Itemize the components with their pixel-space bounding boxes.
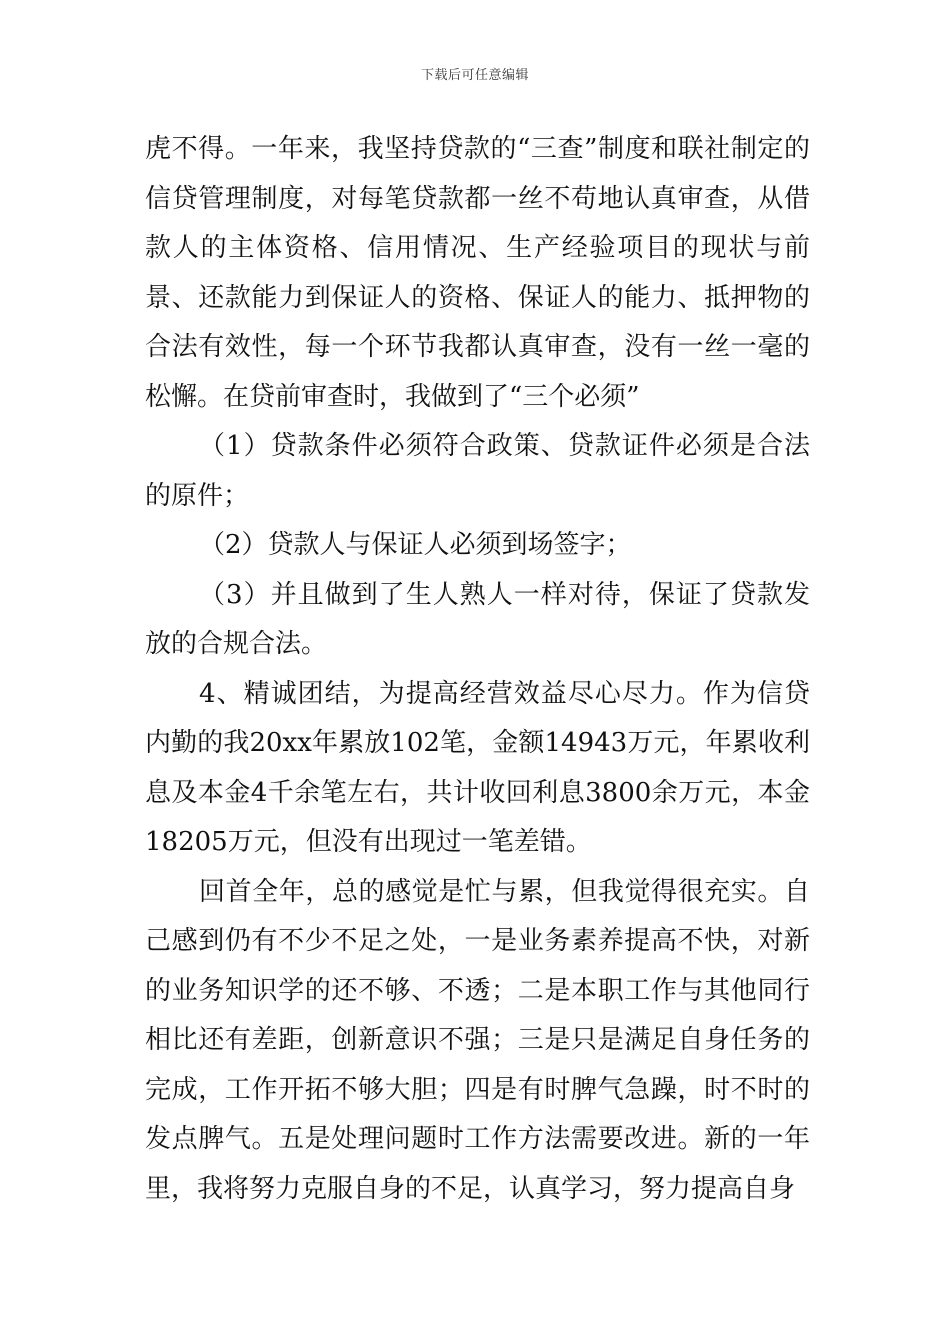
paragraph-year-review: 回首全年，总的感觉是忙与累，但我觉得很充实。自己感到仍有不少不足之处，一是业务素养提高不快，对新的业务知识学的还不够、不透；二是本职工作与其他同行相比还有差距，创新意识不强；三是只是满足自身任务的完成，工作开拓不够大胆；四是有时脾气急躁，时不时的发点脾气。五是处理问题时工作方法需要改进。新的一年里，我将努力克服自身的不足，认真学习，努力提高自身 <box>145 876 810 1204</box>
page-header-note: 下载后可任意编辑 <box>420 68 529 83</box>
document-body <box>145 125 810 1214</box>
paragraph-requirement-3: （3）并且做到了生人熟人一样对待，保证了贷款发放的合规合法。 <box>145 579 810 659</box>
paragraph-unity-efficiency: 4、精诚团结，为提高经营效益尽心尽力。作为信贷内勤的我20xx年累放102笔，金额14943万元，年累收利息及本金4千余笔左右，共计收回利息3800余万元，本金18205万元，但没有出现过一笔差错。 <box>145 678 810 857</box>
paragraph-requirement-1: （1）贷款条件必须符合政策、贷款证件必须是合法的原件； <box>145 431 810 511</box>
paragraph-loan-review: 虎不得。一年来，我坚持贷款的“三查”制度和联社制定的信贷管理制度，对每笔贷款都一丝不苟地认真审查，从借款人的主体资格、信用情况、生产经验项目的现状与前景、还款能力到保证人的资格、保证人的能力、抵押物的合法有效性，每一个环节我都认真审查，没有一丝一毫的松懈。在贷前审查时，我做到了“三个必须” <box>145 134 810 412</box>
paragraph-requirement-2: （2）贷款人与保证人必须到场签字； <box>199 530 632 560</box>
